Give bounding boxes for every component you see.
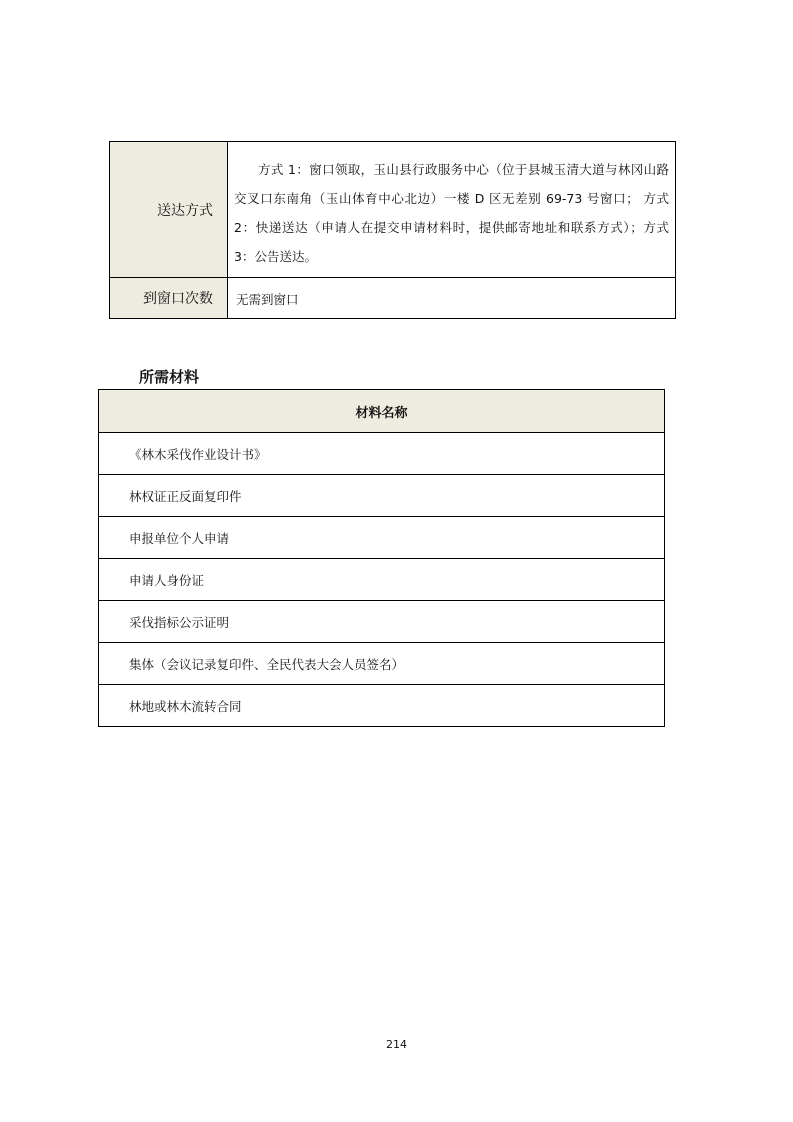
material-item: 林地或林木流转合同 [99, 685, 665, 727]
material-item: 《林木采伐作业设计书》 [99, 433, 665, 475]
table-row [99, 559, 665, 601]
materials-column-header: 材料名称 [99, 390, 665, 433]
window-visits-label: 到窗口次数 [110, 278, 228, 319]
window-visits-row [110, 278, 676, 319]
materials-header-row [99, 390, 665, 433]
table-row [99, 685, 665, 727]
delivery-table [109, 141, 676, 319]
table-row [99, 475, 665, 517]
page-number: 214 [386, 1038, 407, 1051]
material-item: 林权证正反面复印件 [99, 475, 665, 517]
table-row [99, 601, 665, 643]
material-item: 申请人身份证 [99, 559, 665, 601]
delivery-method-label: 送达方式 [110, 142, 228, 278]
materials-section-title: 所需材料 [139, 368, 200, 386]
delivery-method-cell [228, 142, 676, 278]
table-row [99, 517, 665, 559]
window-visits-value: 无需到窗口 [236, 291, 299, 307]
material-item: 集体（会议记录复印件、全民代表大会人员签名） [99, 643, 665, 685]
delivery-method-row [110, 142, 676, 278]
material-item: 申报单位个人申请 [99, 517, 665, 559]
table-row [99, 643, 665, 685]
materials-table [98, 389, 665, 727]
delivery-method-value: 方式 1：窗口领取，玉山县行政服务中心（位于县城玉清大道与林冈山路交叉口东南角（玉山体育中心北边）一楼 D 区无差别 69-73 号窗口； 方式 2：快递送达（申请人在提交申请材料时，提供邮寄地址和联系方式）；方式 3：公告送达。 [234, 162, 669, 264]
material-item: 采伐指标公示证明 [99, 601, 665, 643]
table-row [99, 433, 665, 475]
window-visits-cell [228, 278, 676, 319]
